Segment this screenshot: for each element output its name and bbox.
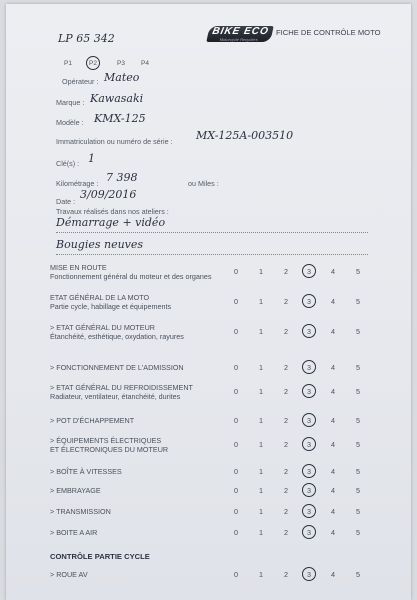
logo-text: BIKE ECO bbox=[211, 26, 270, 37]
score-circle bbox=[302, 360, 316, 374]
score-option: 3 bbox=[307, 440, 311, 449]
score-circle bbox=[302, 567, 316, 581]
score-option: 0 bbox=[234, 507, 238, 516]
row-title: > BOITE A AIR bbox=[50, 528, 98, 537]
score-option: 1 bbox=[259, 570, 263, 579]
score-option: 4 bbox=[331, 507, 335, 516]
score-option: 0 bbox=[234, 467, 238, 476]
score-option: 2 bbox=[284, 387, 288, 396]
score-circle bbox=[302, 437, 316, 451]
score-option: 5 bbox=[356, 467, 360, 476]
score-option: 2 bbox=[284, 467, 288, 476]
score-option: 3 bbox=[307, 467, 311, 476]
score-option: 3 bbox=[307, 507, 311, 516]
score-option: 2 bbox=[284, 528, 288, 537]
works-divider-1 bbox=[56, 232, 368, 233]
position-p3: P3 bbox=[117, 60, 125, 67]
score-option: 5 bbox=[356, 297, 360, 306]
position-p1: P1 bbox=[64, 60, 72, 67]
model-value: KMX-125 bbox=[94, 112, 146, 125]
brand-label: Marque : bbox=[56, 98, 85, 107]
date-value: 3/09/2016 bbox=[80, 188, 137, 201]
score-option: 1 bbox=[259, 467, 263, 476]
score-option: 0 bbox=[234, 363, 238, 372]
score-option: 1 bbox=[259, 387, 263, 396]
operator-value: Mateo bbox=[104, 71, 140, 84]
keys-value: 1 bbox=[88, 152, 95, 165]
score-option: 2 bbox=[284, 570, 288, 579]
score-circle bbox=[302, 413, 316, 427]
score-option: 4 bbox=[331, 363, 335, 372]
score-option: 1 bbox=[259, 267, 263, 276]
score-option: 2 bbox=[284, 363, 288, 372]
brand-value: Kawasaki bbox=[90, 92, 144, 105]
score-option: 3 bbox=[307, 570, 311, 579]
score-option: 0 bbox=[234, 486, 238, 495]
score-circle bbox=[302, 384, 316, 398]
row-subtitle: ET ÉLECTRONIQUES DU MOTEUR bbox=[50, 445, 169, 454]
score-option: 0 bbox=[234, 327, 238, 336]
score-option: 3 bbox=[307, 363, 311, 372]
row-subtitle: Radiateur, ventilateur, étanchéité, durites bbox=[50, 392, 181, 401]
score-option: 5 bbox=[356, 486, 360, 495]
score-option: 0 bbox=[234, 387, 238, 396]
score-circle bbox=[302, 464, 316, 478]
score-circle bbox=[302, 525, 316, 539]
bike-eco-logo bbox=[206, 26, 273, 42]
row-subtitle: Étanchéité, esthétique, oxydation, rayures bbox=[50, 332, 184, 341]
score-option: 4 bbox=[331, 528, 335, 537]
score-option: 3 bbox=[307, 387, 311, 396]
score-option: 1 bbox=[259, 440, 263, 449]
score-option: 1 bbox=[259, 528, 263, 537]
score-circle bbox=[302, 264, 316, 278]
position-p2: P2 bbox=[89, 60, 97, 67]
score-circle bbox=[302, 504, 316, 518]
score-option: 5 bbox=[356, 570, 360, 579]
row-title: > ETAT GÉNÉRAL DU MOTEUR bbox=[50, 323, 155, 332]
miles-label: ou Miles : bbox=[188, 179, 219, 188]
position-p2-circle bbox=[86, 56, 100, 70]
score-option: 5 bbox=[356, 416, 360, 425]
score-option: 0 bbox=[234, 570, 238, 579]
score-option: 3 bbox=[307, 327, 311, 336]
score-option: 2 bbox=[284, 486, 288, 495]
row-subtitle: Fonctionnement général du moteur et des organes bbox=[50, 272, 212, 281]
works-line-2: Bougies neuves bbox=[56, 238, 144, 251]
score-option: 5 bbox=[356, 387, 360, 396]
score-option: 0 bbox=[234, 267, 238, 276]
score-option: 0 bbox=[234, 297, 238, 306]
vin-label: Immatriculation ou numéro de série : bbox=[56, 137, 173, 146]
score-option: 5 bbox=[356, 440, 360, 449]
row-title: > BOÎTE À VITESSES bbox=[50, 467, 122, 476]
vin-value: MX-125A-003510 bbox=[196, 129, 294, 142]
date-label: Date : bbox=[56, 197, 76, 206]
score-option: 1 bbox=[259, 486, 263, 495]
score-option: 0 bbox=[234, 440, 238, 449]
score-option: 5 bbox=[356, 363, 360, 372]
section-cycle-title: CONTRÔLE PARTIE CYCLE bbox=[50, 552, 150, 561]
row-title: > POT D'ÉCHAPPEMENT bbox=[50, 416, 135, 425]
score-option: 4 bbox=[331, 267, 335, 276]
score-option: 4 bbox=[331, 297, 335, 306]
row-title: > TRANSMISSION bbox=[50, 507, 111, 516]
control-sheet bbox=[6, 4, 411, 600]
score-option: 5 bbox=[356, 528, 360, 537]
score-option: 4 bbox=[331, 387, 335, 396]
score-option: 2 bbox=[284, 327, 288, 336]
score-option: 1 bbox=[259, 416, 263, 425]
score-option: 4 bbox=[331, 486, 335, 495]
row-title: > EMBRAYAGE bbox=[50, 486, 101, 495]
km-label: Kilométrage : bbox=[56, 179, 99, 188]
works-line-1: Démarrage + vidéo bbox=[56, 216, 166, 229]
score-option: 2 bbox=[284, 267, 288, 276]
score-option: 0 bbox=[234, 528, 238, 537]
operator-label: Opérateur : bbox=[62, 77, 99, 86]
score-option: 5 bbox=[356, 267, 360, 276]
score-option: 5 bbox=[356, 327, 360, 336]
row-title: > ROUE AV bbox=[50, 570, 88, 579]
km-value: 7 398 bbox=[106, 171, 138, 184]
score-option: 3 bbox=[307, 528, 311, 537]
row-subtitle: Partie cycle, habillage et équipements bbox=[50, 302, 172, 311]
score-option: 1 bbox=[259, 297, 263, 306]
score-circle bbox=[302, 483, 316, 497]
works-divider-2 bbox=[56, 254, 368, 255]
row-title: > ETAT GÉNÉRAL DU REFROIDISSEMENT bbox=[50, 383, 193, 392]
works-label: Travaux réalisés dans nos ateliers : bbox=[56, 207, 169, 216]
page-title: FICHE DE CONTRÔLE MOTO bbox=[276, 28, 381, 37]
score-option: 3 bbox=[307, 416, 311, 425]
score-option: 2 bbox=[284, 297, 288, 306]
score-option: 3 bbox=[307, 267, 311, 276]
score-option: 4 bbox=[331, 467, 335, 476]
score-option: 2 bbox=[284, 440, 288, 449]
lot-number: LP 65 342 bbox=[58, 32, 115, 45]
row-title: MISE EN ROUTE bbox=[50, 263, 107, 272]
score-circle bbox=[302, 294, 316, 308]
score-option: 2 bbox=[284, 507, 288, 516]
model-label: Modèle : bbox=[56, 118, 84, 127]
score-option: 1 bbox=[259, 327, 263, 336]
score-option: 5 bbox=[356, 507, 360, 516]
score-option: 0 bbox=[234, 416, 238, 425]
score-option: 1 bbox=[259, 363, 263, 372]
score-option: 4 bbox=[331, 416, 335, 425]
position-p4: P4 bbox=[141, 60, 149, 67]
score-option: 4 bbox=[331, 327, 335, 336]
score-option: 1 bbox=[259, 507, 263, 516]
score-option: 2 bbox=[284, 416, 288, 425]
score-option: 4 bbox=[331, 440, 335, 449]
logo-subtitle: Motorcycle Recyclers bbox=[219, 37, 259, 42]
score-option: 3 bbox=[307, 486, 311, 495]
score-option: 3 bbox=[307, 297, 311, 306]
keys-label: Clé(s) : bbox=[56, 159, 80, 168]
row-title: > FONCTIONNEMENT DE L'ADMISSION bbox=[50, 363, 184, 372]
score-option: 4 bbox=[331, 570, 335, 579]
row-title: > ÉQUIPEMENTS ÉLECTRIQUES bbox=[50, 436, 162, 445]
row-title: ETAT GÉNÉRAL DE LA MOTO bbox=[50, 293, 150, 302]
score-circle bbox=[302, 324, 316, 338]
